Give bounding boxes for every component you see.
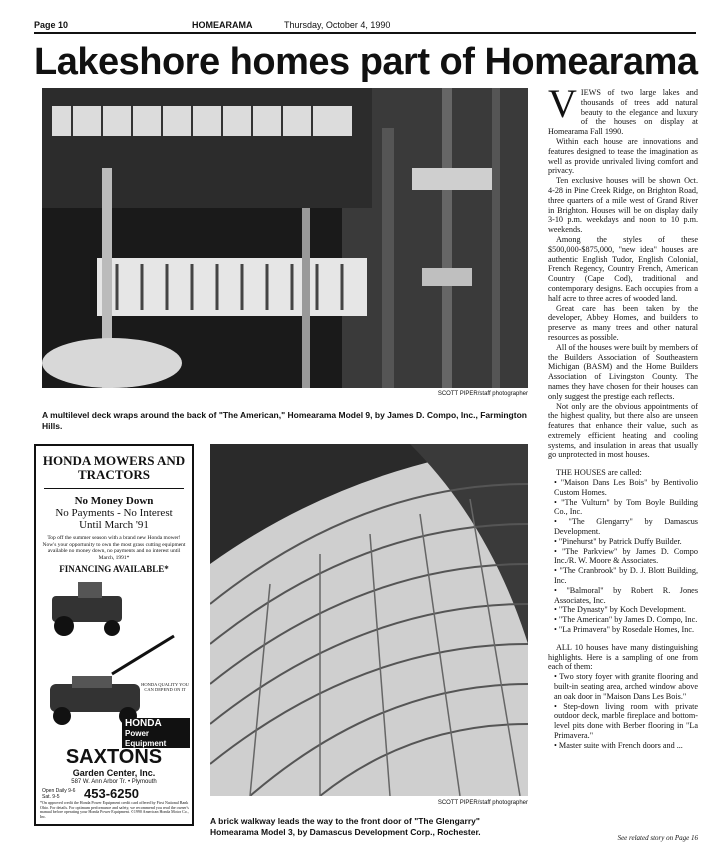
ad-rule	[44, 488, 184, 489]
ad-fine-print: *On approved credit the Honda Power Equipment credit card offered by First National Bank Ohio. For details. For optimum performance and safety, we recommend you read the owner's manual before operating your Honda Power Equipment. ©1990 American Honda Motor Co., Inc.	[40, 800, 189, 819]
honda-logo-power: Power	[125, 729, 150, 738]
honda-ad	[34, 444, 194, 826]
ad-offer-1: No Money Down	[74, 495, 154, 507]
store-phone: 453-6250	[84, 786, 139, 801]
continued-line: See related story on Page 16	[617, 834, 698, 842]
honda-logo-equipment: Equipment	[125, 739, 167, 748]
ad-offer-3: Until March '91	[79, 519, 149, 531]
store-address: 587 W. Ann Arbor Tr. • Plymouth	[71, 779, 157, 785]
house-item: • "The American" by James D. Compo, Inc.	[554, 615, 698, 625]
article-column	[548, 81, 698, 751]
article-p8: ALL 10 houses have many distinguishing highlights. Here is a sampling of one from each of them:	[548, 642, 698, 672]
deck-photo-art	[42, 88, 528, 388]
drop-cap: V	[548, 81, 577, 126]
photo1-caption: A multilevel deck wraps around the back of "The American," Homearama Model 9, by James D. Compo, Inc., Farmington Hills.	[42, 410, 527, 431]
article-p2: Within each house are innovations and features designed to tease the imagination as well as provide unrivaled living comfort and privacy.	[548, 136, 698, 176]
deck-photo	[42, 88, 528, 388]
article-p3: Ten exclusive houses will be shown Oct. 4-28 in Pine Creek Ridge, on Brighton Road, three quarters of a mile west of Grand River in Brighton. Houses will be on display daily 3-10 p.m. weekdays and noon to 10 p.m. weekends.	[548, 176, 698, 235]
ad-financing: FINANCING AVAILABLE*	[59, 564, 169, 574]
house-item: • "The Glengarry" by Damascus Development.	[554, 517, 698, 537]
walkway-photo	[210, 444, 528, 796]
article-p1: IEWS of two large lakes and thousands of trees add natural beauty to the elegance and luxury of the houses on display at Homearama Fall 1990.	[548, 88, 698, 137]
photo1-credit: SCOTT PIPER/staff photographer	[437, 391, 528, 397]
store-hours: Open Daily 9-6 Sat. 9-5	[42, 788, 76, 800]
house-item: • "The Dynasty" by Koch Development.	[554, 605, 686, 615]
page-number: Page 10	[34, 20, 69, 30]
house-item: • "The Parkview" by James D. Compo Inc./R. W. Moore & Associates.	[554, 546, 698, 566]
article-p7: Not only are the obvious appointments of the highest quality, but there also are unseen features that enhance their value, such as extremely efficient heating and cooling systems, and insulation in areas that usually go unprotected in most houses.	[548, 401, 698, 460]
ad-body: Top off the summer season with a brand new Honda mower! Now's your opportunity to own the most grass cutting equipment available no money down, no payments and no interest until March, 1991*	[42, 535, 186, 561]
header-rule	[34, 32, 696, 34]
store-name: SAXTONS	[65, 746, 163, 768]
honda-logo-name: HONDA	[125, 718, 162, 729]
house-item: • "Maison Dans Les Bois" by Bentivolio Custom Homes.	[554, 478, 698, 497]
article-p5: Great care has been taken by the developer, Abbey Homes, and builders to preserve as many trees and other natural resources as possible.	[548, 303, 698, 342]
highlight-item: • Master suite with French doors and ...	[554, 740, 683, 750]
issue-date: Thursday, October 4, 1990	[284, 20, 391, 30]
headline: Lakeshore homes part of Homearama	[34, 41, 698, 83]
house-item: • "Pinehurst" by Patrick Duffy Builder.	[554, 536, 682, 546]
house-item: • "Balmoral" by Robert R. Jones Associates, Inc.	[554, 585, 698, 605]
ad-quality: HONDA QUALITY YOU CAN DEPEND ON IT	[141, 682, 189, 692]
ad-offer-2: No Payments - No Interest	[55, 507, 173, 519]
walkway-photo-art	[210, 444, 528, 796]
house-item: • "La Primavera" by Rosedale Homes, Inc.	[554, 625, 695, 635]
article-p4: Among the styles of these $500,000-$875,000, "new idea" houses are authentic English Tudor, English Colonial, French Regency, Country French, American Country (Cape Cod), traditional and contemporary designs. Each occupies from a half acre to three acres of wooded land.	[548, 234, 698, 303]
houses-intro: THE HOUSES are called:	[556, 468, 642, 478]
highlight-item: • Step-down living room with private outdoor deck, marble fireplace and bottom-level pits done with Berber flooring in "La Primavera."	[554, 701, 698, 740]
store-sub: Garden Center, Inc.	[72, 768, 156, 778]
ad-title: HONDA MOWERS AND TRACTORS	[42, 453, 186, 482]
honda-logo	[122, 718, 190, 748]
mower-tractor-illustration	[42, 574, 190, 734]
article-p6: All of the houses were built by members of the Builders Association of Southeastern Michigan (BASM) and the Home Builders Association of Livingston County. The names they have chosen for their houses can only suggest the prestige each reflects.	[548, 342, 698, 401]
house-item: • "The Cranbrook" by D. J. Blott Building, Inc.	[554, 566, 698, 586]
house-item: • "The Vulturn" by Tom Boyle Building Co., Inc.	[554, 497, 698, 517]
section-name: HOMEARAMA	[192, 20, 253, 30]
highlight-item: • Two story foyer with granite flooring and built-in seating area, arched window above an oak door in "Maison Dans Les Bois."	[554, 672, 698, 701]
photo2-credit: SCOTT PIPER/staff photographer	[437, 800, 528, 806]
photo2-caption: A brick walkway leads the way to the front door of "The Glengarry" Homearama Model 3, by Damascus Development Corp., Rochester.	[210, 816, 481, 837]
